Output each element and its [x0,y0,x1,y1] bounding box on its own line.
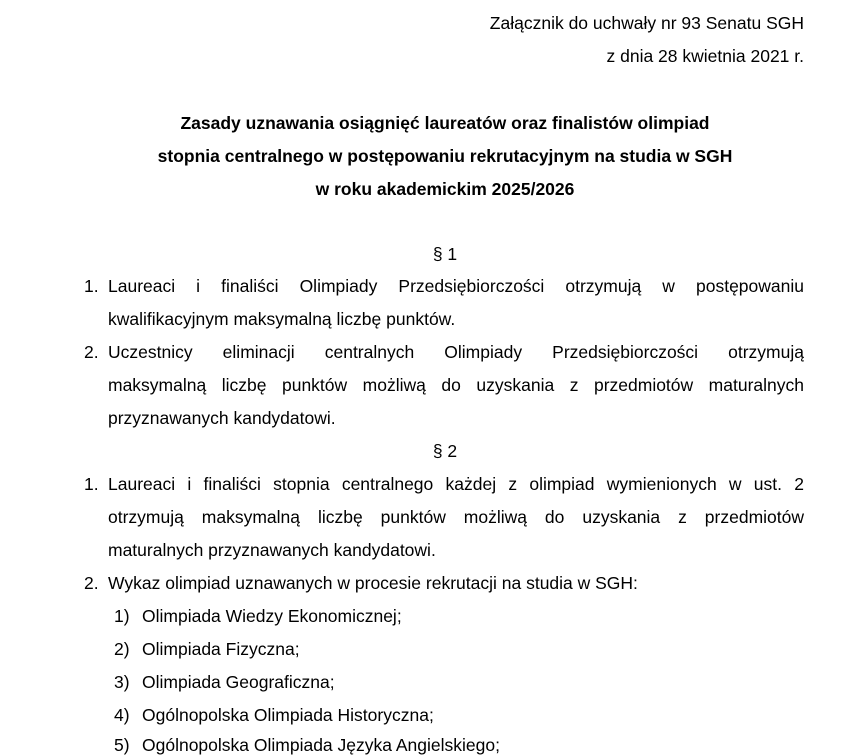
section-heading: § 1 [432,244,458,264]
olympiad-name: Olimpiada Wiedzy Ekonomicznej; [142,606,402,626]
document-title-line-3: w roku akademickim 2025/2026 [315,179,575,199]
list-item-number: 2. [84,342,99,362]
list-item-text-line: maturalnych przyznawanych kandydatowi. [108,540,436,560]
list-item-number: 1. [84,474,99,494]
section-heading: § 2 [432,441,458,461]
document-title-line-1: Zasady uznawania osiągnięć laureatów oraz finalistów olimpiad [180,113,710,133]
olympiad-name: Olimpiada Geograficzna; [142,672,335,692]
olympiad-list-number: 4) [114,705,130,725]
olympiad-name: Olimpiada Fizyczna; [142,639,300,659]
olympiad-list-number: 1) [114,606,130,626]
resolution-date-line: z dnia 28 kwietnia 2021 r. [606,46,804,66]
list-item-number: 2. [84,573,99,593]
olympiad-list-number: 3) [114,672,130,692]
olympiad-list-number: 5) [114,735,130,755]
list-item-text-line: otrzymują maksymalną liczbę punktów możliwą do uzyskania z przedmiotów [108,507,804,527]
list-item-text-line: przyznawanych kandydatowi. [108,408,336,428]
list-item-text-line: Uczestnicy eliminacji centralnych Olimpiady Przedsiębiorczości otrzymują [108,342,804,362]
attachment-header-line: Załącznik do uchwały nr 93 Senatu SGH [489,13,804,33]
list-item-number: 1. [84,276,99,296]
list-item-text-line: Laureaci i finaliści stopnia centralnego każdej z olimpiad wymienionych w ust. 2 [108,474,804,494]
document-title-line-2: stopnia centralnego w postępowaniu rekrutacyjnym na studia w SGH [157,146,733,166]
olympiad-list-number: 2) [114,639,130,659]
olympiad-name: Ogólnopolska Olimpiada Języka Angielskiego; [142,735,500,755]
olympiad-name: Ogólnopolska Olimpiada Historyczna; [142,705,434,725]
list-item-text-line: Wykaz olimpiad uznawanych w procesie rekrutacji na studia w SGH: [108,573,638,593]
list-item-text-line: maksymalną liczbę punktów możliwą do uzyskania z przedmiotów maturalnych [108,375,804,395]
list-item-text-line: Laureaci i finaliści Olimpiady Przedsiębiorczości otrzymują w postępowaniu [108,276,804,296]
list-item-text-line: kwalifikacyjnym maksymalną liczbę punktów. [108,309,456,329]
